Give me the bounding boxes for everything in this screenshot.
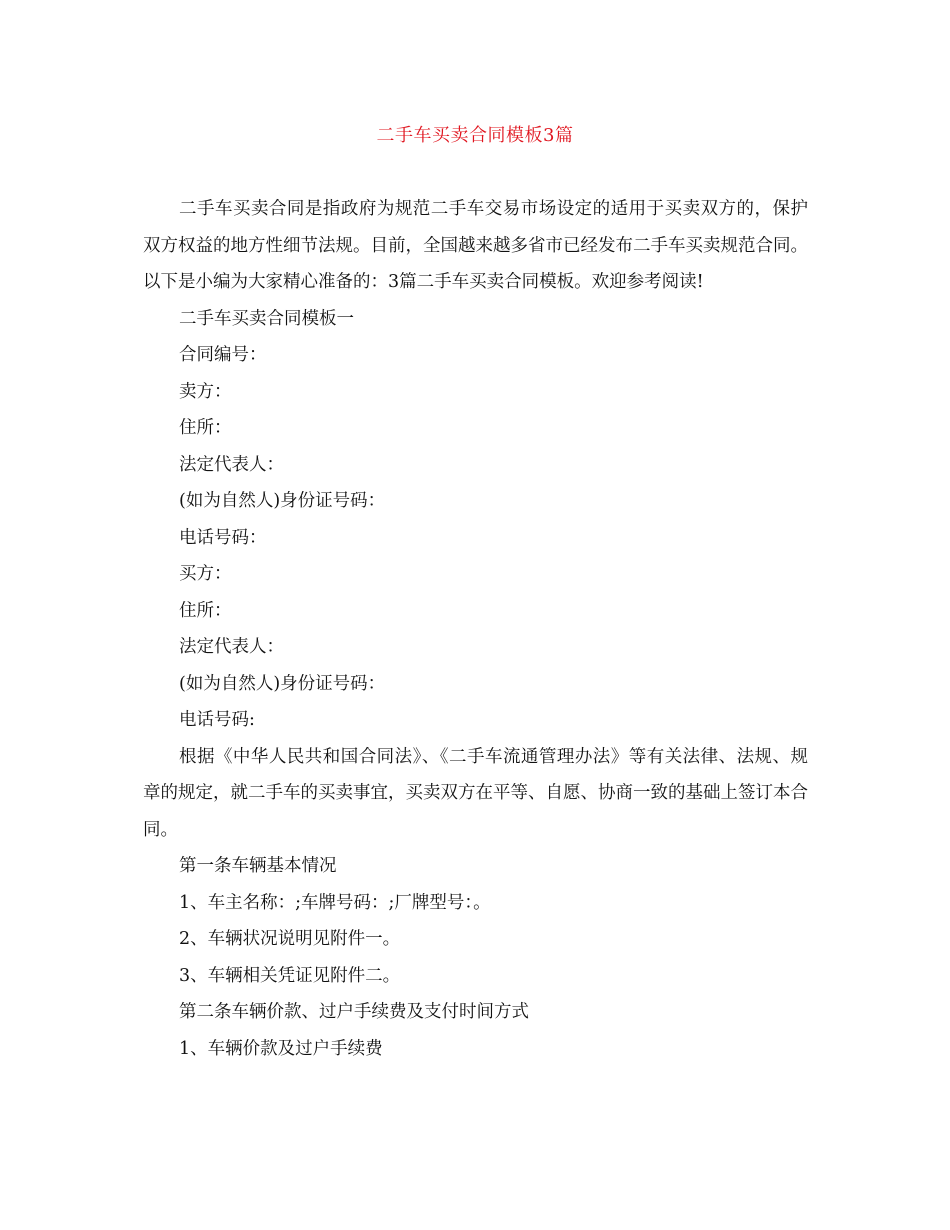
field-seller-phone: 电话号码： (179, 527, 267, 548)
section-title: 二手车买卖合同模板一 (179, 308, 354, 329)
field-buyer: 买方： (179, 564, 232, 584)
article1-title: 第一条车辆基本情况 (179, 856, 337, 876)
article2-item: 1、车辆价款及过户手续费 (179, 1038, 383, 1059)
field-buyer-legal-rep: 法定代表人： (179, 637, 284, 657)
field-seller-address: 住所： (179, 418, 232, 438)
basis-paragraph: 根据《中华人民共和国合同法》、《二手车流通管理办法》等有关法律、法规、规章的规定，就二手车的买卖事宜，买卖双方在平等、自愿、协商一致的基础上签订本合同。 (143, 746, 808, 840)
field-seller-id-number: (如为自然人)身份证号码： (179, 491, 386, 511)
field-buyer-address: 住所： (179, 600, 232, 621)
article1-item: 2、车辆状况说明见附件一。 (179, 929, 401, 949)
intro-paragraph: 二手车买卖合同是指政府为规范二手车交易市场设定的适用于买卖双方的，保护双方权益的地方性细节法规。目前，全国越来越多省市已经发布二手车买卖规范合同。以下是小编为大家精心准备的：3篇二手车买卖合同模板。欢迎参考阅读! (143, 199, 808, 292)
document-body (143, 191, 808, 1067)
field-seller-legal-rep: 法定代表人： (179, 454, 284, 475)
article1-item: 3、车辆相关凭证见附件二。 (179, 965, 401, 986)
field-buyer-phone: 电话号码: (179, 710, 255, 730)
field-buyer-id-number: (如为自然人)身份证号码： (179, 673, 386, 694)
field-contract-number: 合同编号： (179, 345, 267, 365)
article1-item: 1、车主名称：;车牌号码：;厂牌型号：。 (179, 892, 491, 913)
field-seller: 卖方： (179, 381, 232, 402)
document-title: 二手车买卖合同模板3篇 (376, 125, 574, 146)
article2-title: 第二条车辆价款、过户手续费及支付时间方式 (179, 1002, 529, 1022)
